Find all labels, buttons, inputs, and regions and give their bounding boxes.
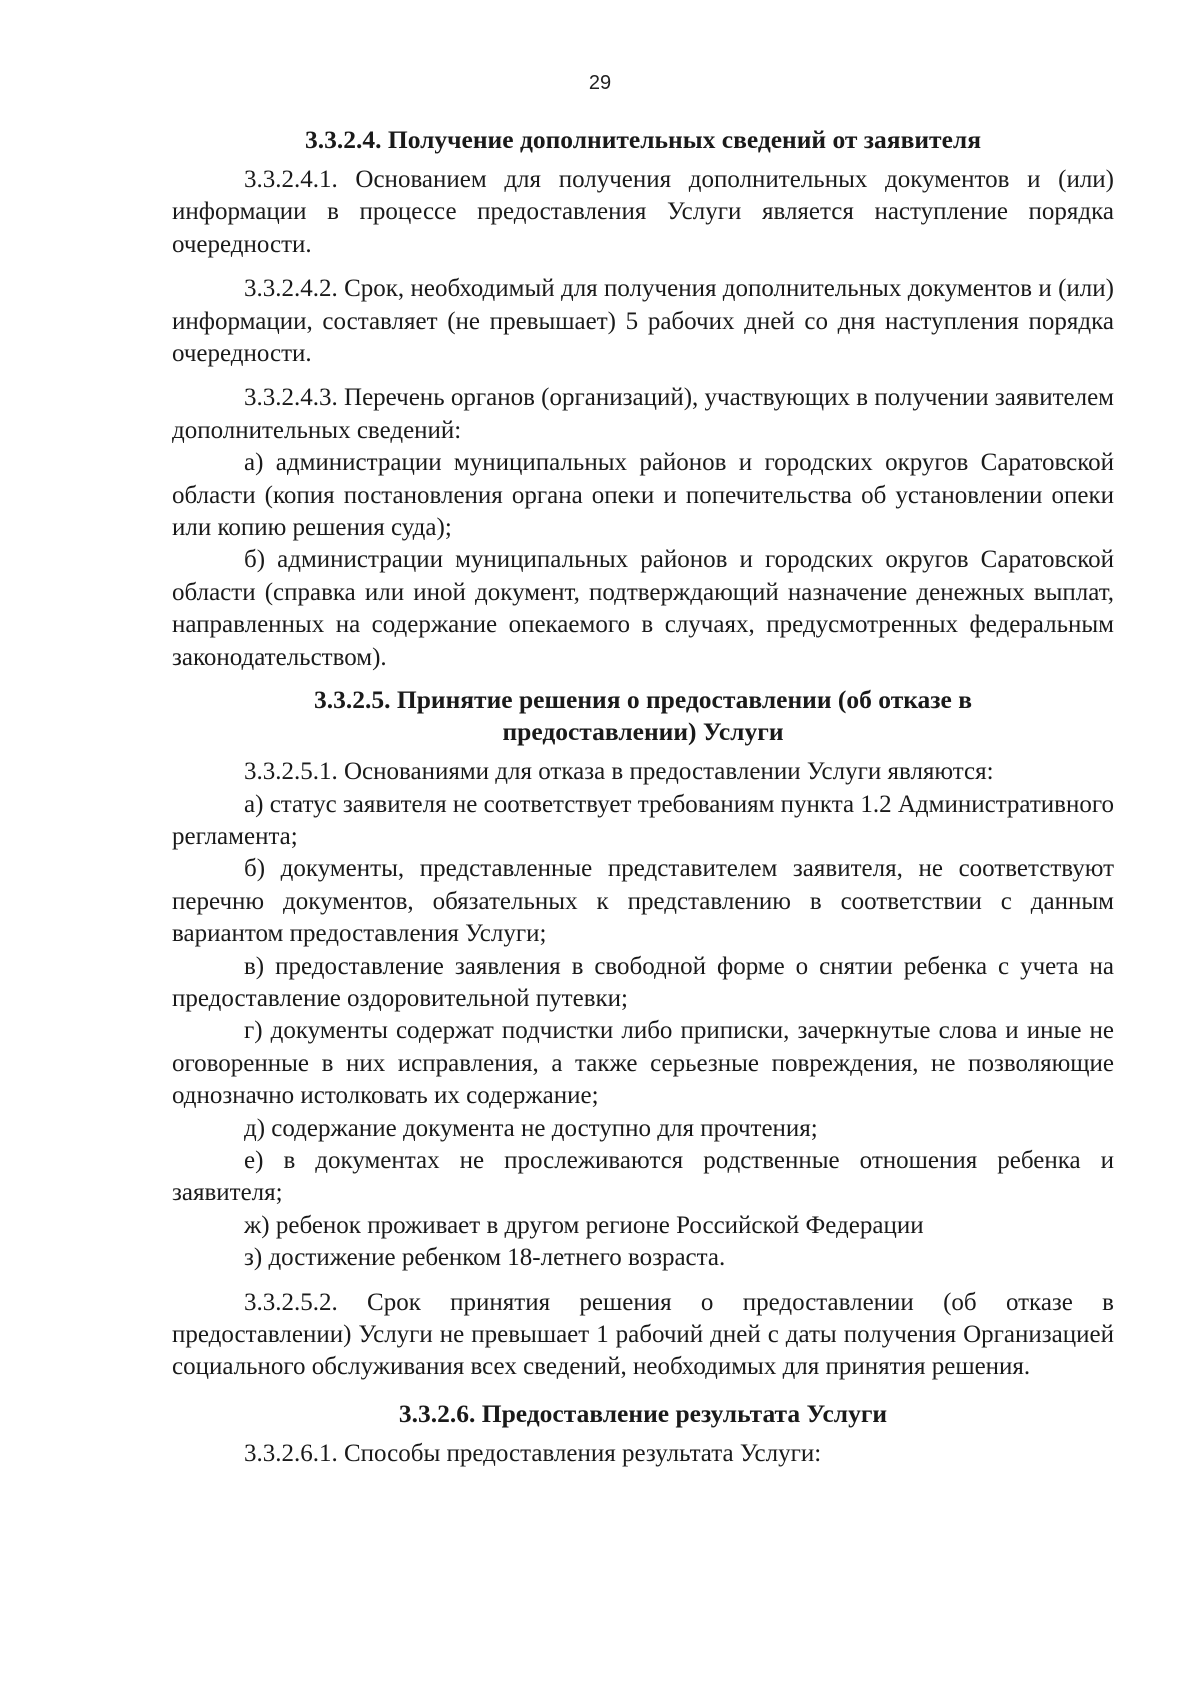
refusal-item-zh: ж) ребенок проживает в другом регионе Российской Федерации <box>244 1211 924 1239</box>
section-heading-3-3-2-5 <box>172 684 1114 748</box>
refusal-item-d: д) содержание документа не доступно для прочтения; <box>244 1114 818 1142</box>
refusal-item-b: б) документы, представленные представителем заявителя, не соответствуют перечню документов, обязательных к представлению в соответствии с данным вариантом предоставления Услуги; <box>172 855 1114 948</box>
section-heading-3-3-2-5-line2: предоставлении) Услуги <box>502 717 784 747</box>
page-content <box>172 124 1114 1470</box>
refusal-item-e: е) в документах не прослеживаются родственные отношения ребенка и заявителя; <box>172 1146 1114 1207</box>
list-item-b: б) администрации муниципальных районов и городских округов Саратовской области (справка или иной документ, подтверждающий назначение денежных выплат, направленных на содержание опекаемого в случаях, предусмотренных федеральным законодательством). <box>172 546 1114 671</box>
paragraph-3-3-2-5-1: 3.3.2.5.1. Основаниями для отказа в предоставлении Услуги являются: <box>244 758 994 786</box>
list-item-a: а) администрации муниципальных районов и городских округов Саратовской области (копия постановления органа опеки и попечительства об установлении опеки или копию решения суда); <box>172 449 1114 542</box>
page-number: 29 <box>588 72 612 94</box>
paragraph-3-3-2-6-1: 3.3.2.6.1. Способы предоставления результата Услуги: <box>244 1439 822 1467</box>
refusal-item-v: в) предоставление заявления в свободной форме о снятии ребенка с учета на предоставление оздоровительной путевки; <box>172 952 1114 1012</box>
refusal-item-g: г) документы содержат подчистки либо приписки, зачеркнутые слова и иные не оговоренные в них исправления, а также серьезные повреждения, не позволяющие однозначно истолковать их содержание; <box>172 1017 1114 1110</box>
section-heading-3-3-2-5-line1: 3.3.2.5. Принятие решения о предоставлении (об отказе в <box>313 685 972 715</box>
refusal-item-z: з) достижение ребенком 18-летнего возраста. <box>244 1244 726 1272</box>
section-heading-3-3-2-4: 3.3.2.4. Получение дополнительных сведений от заявителя <box>304 125 982 154</box>
refusal-item-a: а) статус заявителя не соответствует требованиям пункта 1.2 Административного регламента; <box>172 790 1114 850</box>
paragraph-3-3-2-5-2: 3.3.2.5.2. Срок принятия решения о предоставлении (об отказе в предоставлении) Услуги не превышает 1 рабочий дней с даты получения Организацией социального обслуживания всех сведений, необходимых для принятия решения. <box>172 1288 1114 1381</box>
paragraph-3-3-2-4-1: 3.3.2.4.1. Основанием для получения дополнительных документов и (или) информации в процессе предоставления Услуги является наступление порядка очередности. <box>172 166 1114 258</box>
paragraph-3-3-2-4-3: 3.3.2.4.3. Перечень органов (организаций), участвующих в получении заявителем дополнительных сведений: <box>172 384 1114 444</box>
paragraph-3-3-2-4-2: 3.3.2.4.2. Срок, необходимый для получения дополнительных документов и (или) информации, составляет (не превышает) 5 рабочих дней со дня наступления порядка очередности. <box>172 275 1114 368</box>
section-heading-3-3-2-6: 3.3.2.6. Предоставление результата Услуги <box>398 1398 888 1428</box>
